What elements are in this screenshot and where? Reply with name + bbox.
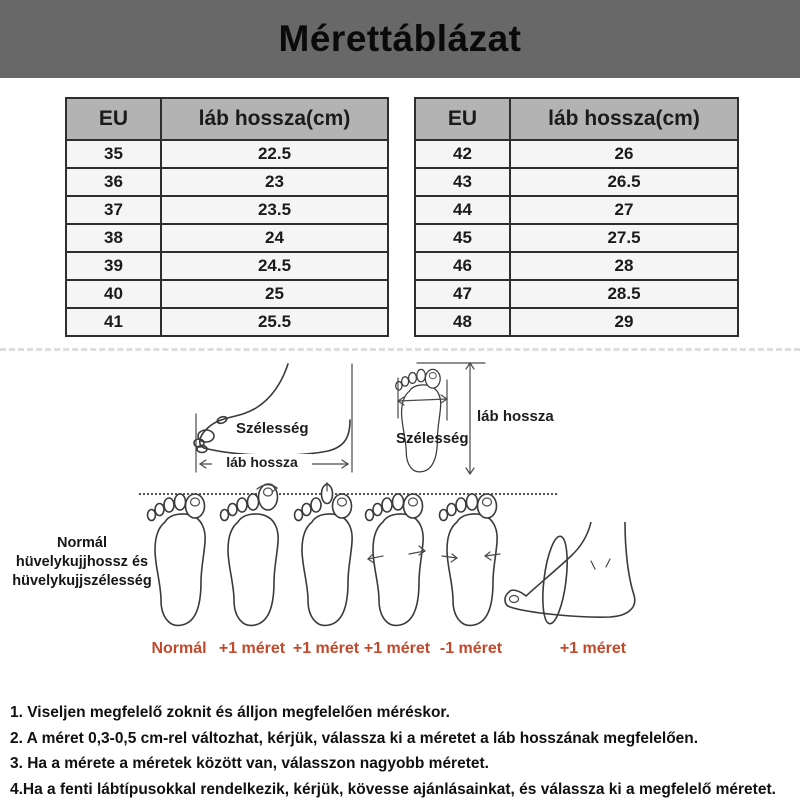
instruction-3: 3. Ha a mérete a méretek között van, válasszon nagyobb méretet. [10,751,798,777]
table-row [66,280,388,308]
instruction-1: 1. Viseljen megfelelő zoknit és álljon megfelelően méréskor. [10,700,798,726]
col-header-eu: EU [415,98,510,140]
foot-sole-normal [144,482,214,638]
foot-sole-wide [362,482,432,638]
foot-sole-long-big-toe [217,482,287,638]
cell-length: 26 [510,140,738,168]
foot-type-label-minus1: -1 méret [436,640,506,658]
cell-eu: 35 [66,140,161,168]
table-row [66,168,388,196]
cell-length: 23 [161,168,388,196]
cell-length: 23.5 [161,196,388,224]
cell-eu: 41 [66,308,161,336]
table-row [66,196,388,224]
cell-eu: 42 [415,140,510,168]
cell-eu: 39 [66,252,161,280]
table-row [415,252,738,280]
cell-eu: 47 [415,280,510,308]
foot-type-label-plus1-c: +1 méret [362,640,432,658]
foot-sole-narrow [436,482,506,638]
side-length-label: láb hossza [212,454,312,470]
normal-toe-note: Normál hüvelykujjhossz és hüvelykujjszélesség [10,534,154,591]
cell-length: 26.5 [510,168,738,196]
cell-eu: 44 [415,196,510,224]
cell-eu: 48 [415,308,510,336]
cell-length: 27.5 [510,224,738,252]
table-row [415,196,738,224]
instructions-list [10,700,798,802]
top-length-label: láb hossza [477,408,554,425]
cell-length: 25.5 [161,308,388,336]
cell-eu: 36 [66,168,161,196]
table-row [415,308,738,336]
cell-eu: 43 [415,168,510,196]
table-row [415,224,738,252]
foot-sole-long-second-toe [291,482,361,638]
table-row [66,308,388,336]
foot-type-label-plus1-a: +1 méret [217,640,287,658]
foot-type-label-plus1-b: +1 méret [291,640,361,658]
cell-eu: 37 [66,196,161,224]
cell-eu: 46 [415,252,510,280]
size-table-left [65,97,389,337]
table-row [66,224,388,252]
table-row [66,140,388,168]
cell-eu: 38 [66,224,161,252]
cell-eu: 45 [415,224,510,252]
side-width-label: Szélesség [236,420,309,437]
instruction-4: 4.Ha a fenti lábtípusokkal rendelkezik, kérjük, kövesse ajánlásainkat, és válassza ki a megfelelő méretet. [10,777,798,802]
cell-length: 29 [510,308,738,336]
instruction-2: 2. A méret 0,3-0,5 cm-rel változhat, kérjük, válassza ki a méretet a láb hosszának megfelelően. [10,726,798,752]
col-header-length: láb hossza(cm) [510,98,738,140]
col-header-length: láb hossza(cm) [161,98,388,140]
table-header-row [415,98,738,140]
table-row [415,140,738,168]
foot-side-high-instep [498,517,648,637]
cell-length: 24 [161,224,388,252]
table-row [415,280,738,308]
table-row [415,168,738,196]
dashed-divider [0,348,800,351]
foot-type-label-normal: Normál [144,640,214,658]
cell-eu: 40 [66,280,161,308]
cell-length: 27 [510,196,738,224]
cell-length: 22.5 [161,140,388,168]
cell-length: 25 [161,280,388,308]
top-width-label: Szélesség [396,430,469,447]
table-row [66,252,388,280]
cell-length: 24.5 [161,252,388,280]
cell-length: 28.5 [510,280,738,308]
col-header-eu: EU [66,98,161,140]
page-title: Mérettáblázat [279,18,522,60]
table-header-row [66,98,388,140]
size-table-right [414,97,739,337]
title-bar [0,0,800,78]
cell-length: 28 [510,252,738,280]
foot-type-label-plus1-d: +1 méret [548,640,638,658]
